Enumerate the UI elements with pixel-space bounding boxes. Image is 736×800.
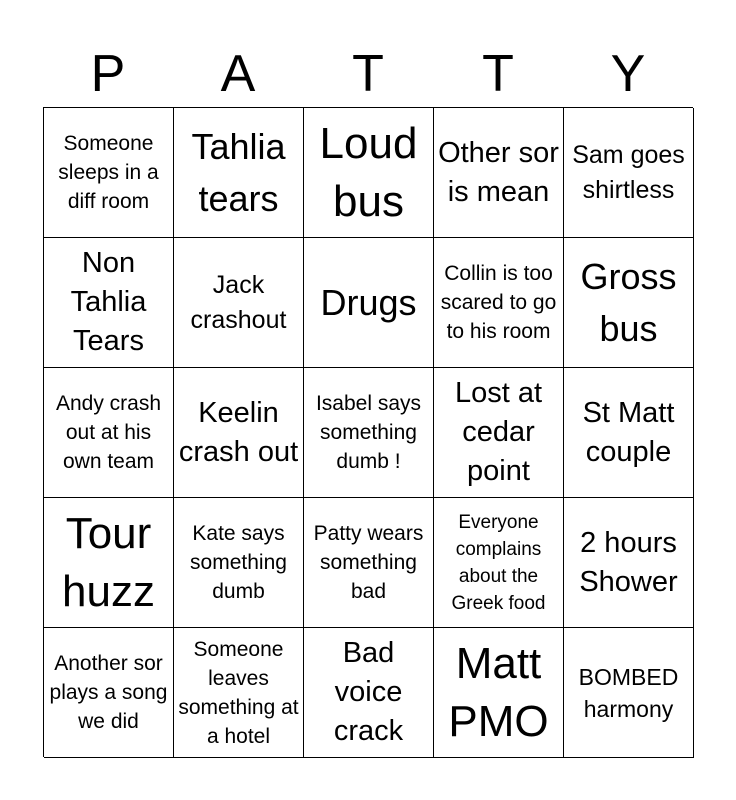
bingo-cell-r2-c4[interactable] [434,238,564,368]
bingo-cell-r2-c5[interactable] [564,238,694,368]
cell-text: 2 hours Shower [579,526,678,598]
cell-text: Keelin crash out [178,396,299,468]
cell-text: Someone leaves something at a hotel [178,637,299,748]
cell-text: Non Tahlia Tears [70,247,147,357]
bingo-cell-r1-c4[interactable] [434,108,564,238]
cell-text: Jack crashout [190,270,287,334]
cell-text: Someone sleeps in a diff room [58,132,159,213]
header-letter-y: Y [610,45,646,103]
cell-text: Bad voice crack [333,637,404,747]
header-letter-p: P [90,45,126,103]
cell-text: Isabel says something dumb ! [315,392,422,473]
bingo-cell-r3-c1[interactable] [44,368,174,498]
bingo-cell-r2-c1[interactable] [44,238,174,368]
header-letter-a: A [220,45,256,103]
bingo-cell-r3-c3[interactable] [304,368,434,498]
bingo-cell-r1-c3[interactable] [304,108,434,238]
bingo-cell-r5-c2[interactable] [174,628,304,758]
bingo-cell-r2-c2[interactable] [174,238,304,368]
bingo-cell-r2-c3[interactable] [304,238,434,368]
cell-text: BOMBED harmony [578,663,679,722]
cell-text: Drugs [320,281,417,323]
cell-text: Loud bus [319,118,418,226]
cell-text: Other sor is mean [438,136,559,208]
header-letter-t-2: T [482,45,514,103]
cell-text: Gross bus [580,255,677,349]
cell-text: Matt PMO [448,638,549,746]
bingo-grid [43,107,693,757]
cell-text: Everyone complains about the Greek food [451,511,546,614]
bingo-cell-r5-c5[interactable] [564,628,694,758]
cell-text: Andy crash out at his own team [55,392,162,473]
bingo-cell-r3-c4[interactable] [434,368,564,498]
bingo-cell-r3-c2[interactable] [174,368,304,498]
bingo-cell-r5-c3[interactable] [304,628,434,758]
cell-text: Another sor plays a song we did [49,652,168,733]
bingo-cell-r1-c5[interactable] [564,108,694,238]
cell-text: Sam goes shirtless [572,140,685,204]
cell-text: Kate says something dumb [190,522,287,603]
bingo-cell-r1-c2[interactable] [174,108,304,238]
bingo-cell-r3-c5[interactable] [564,368,694,498]
bingo-cell-r5-c1[interactable] [44,628,174,758]
bingo-cell-r4-c5[interactable] [564,498,694,628]
bingo-cell-r4-c4[interactable] [434,498,564,628]
bingo-cell-r4-c3[interactable] [304,498,434,628]
header-letter-t: T [352,45,384,103]
cell-text: Tour huzz [62,508,155,616]
cell-text: Lost at cedar point [454,377,543,487]
bingo-cell-r4-c2[interactable] [174,498,304,628]
cell-text: St Matt couple [582,396,675,468]
bingo-cell-r1-c1[interactable] [44,108,174,238]
cell-text: Patty wears something bad [313,522,424,603]
bingo-header [43,40,693,108]
bingo-cell-r5-c4[interactable] [434,628,564,758]
cell-text: Collin is too scared to go to his room [440,262,557,343]
cell-text: Tahlia tears [191,125,286,219]
bingo-cell-r4-c1[interactable] [44,498,174,628]
